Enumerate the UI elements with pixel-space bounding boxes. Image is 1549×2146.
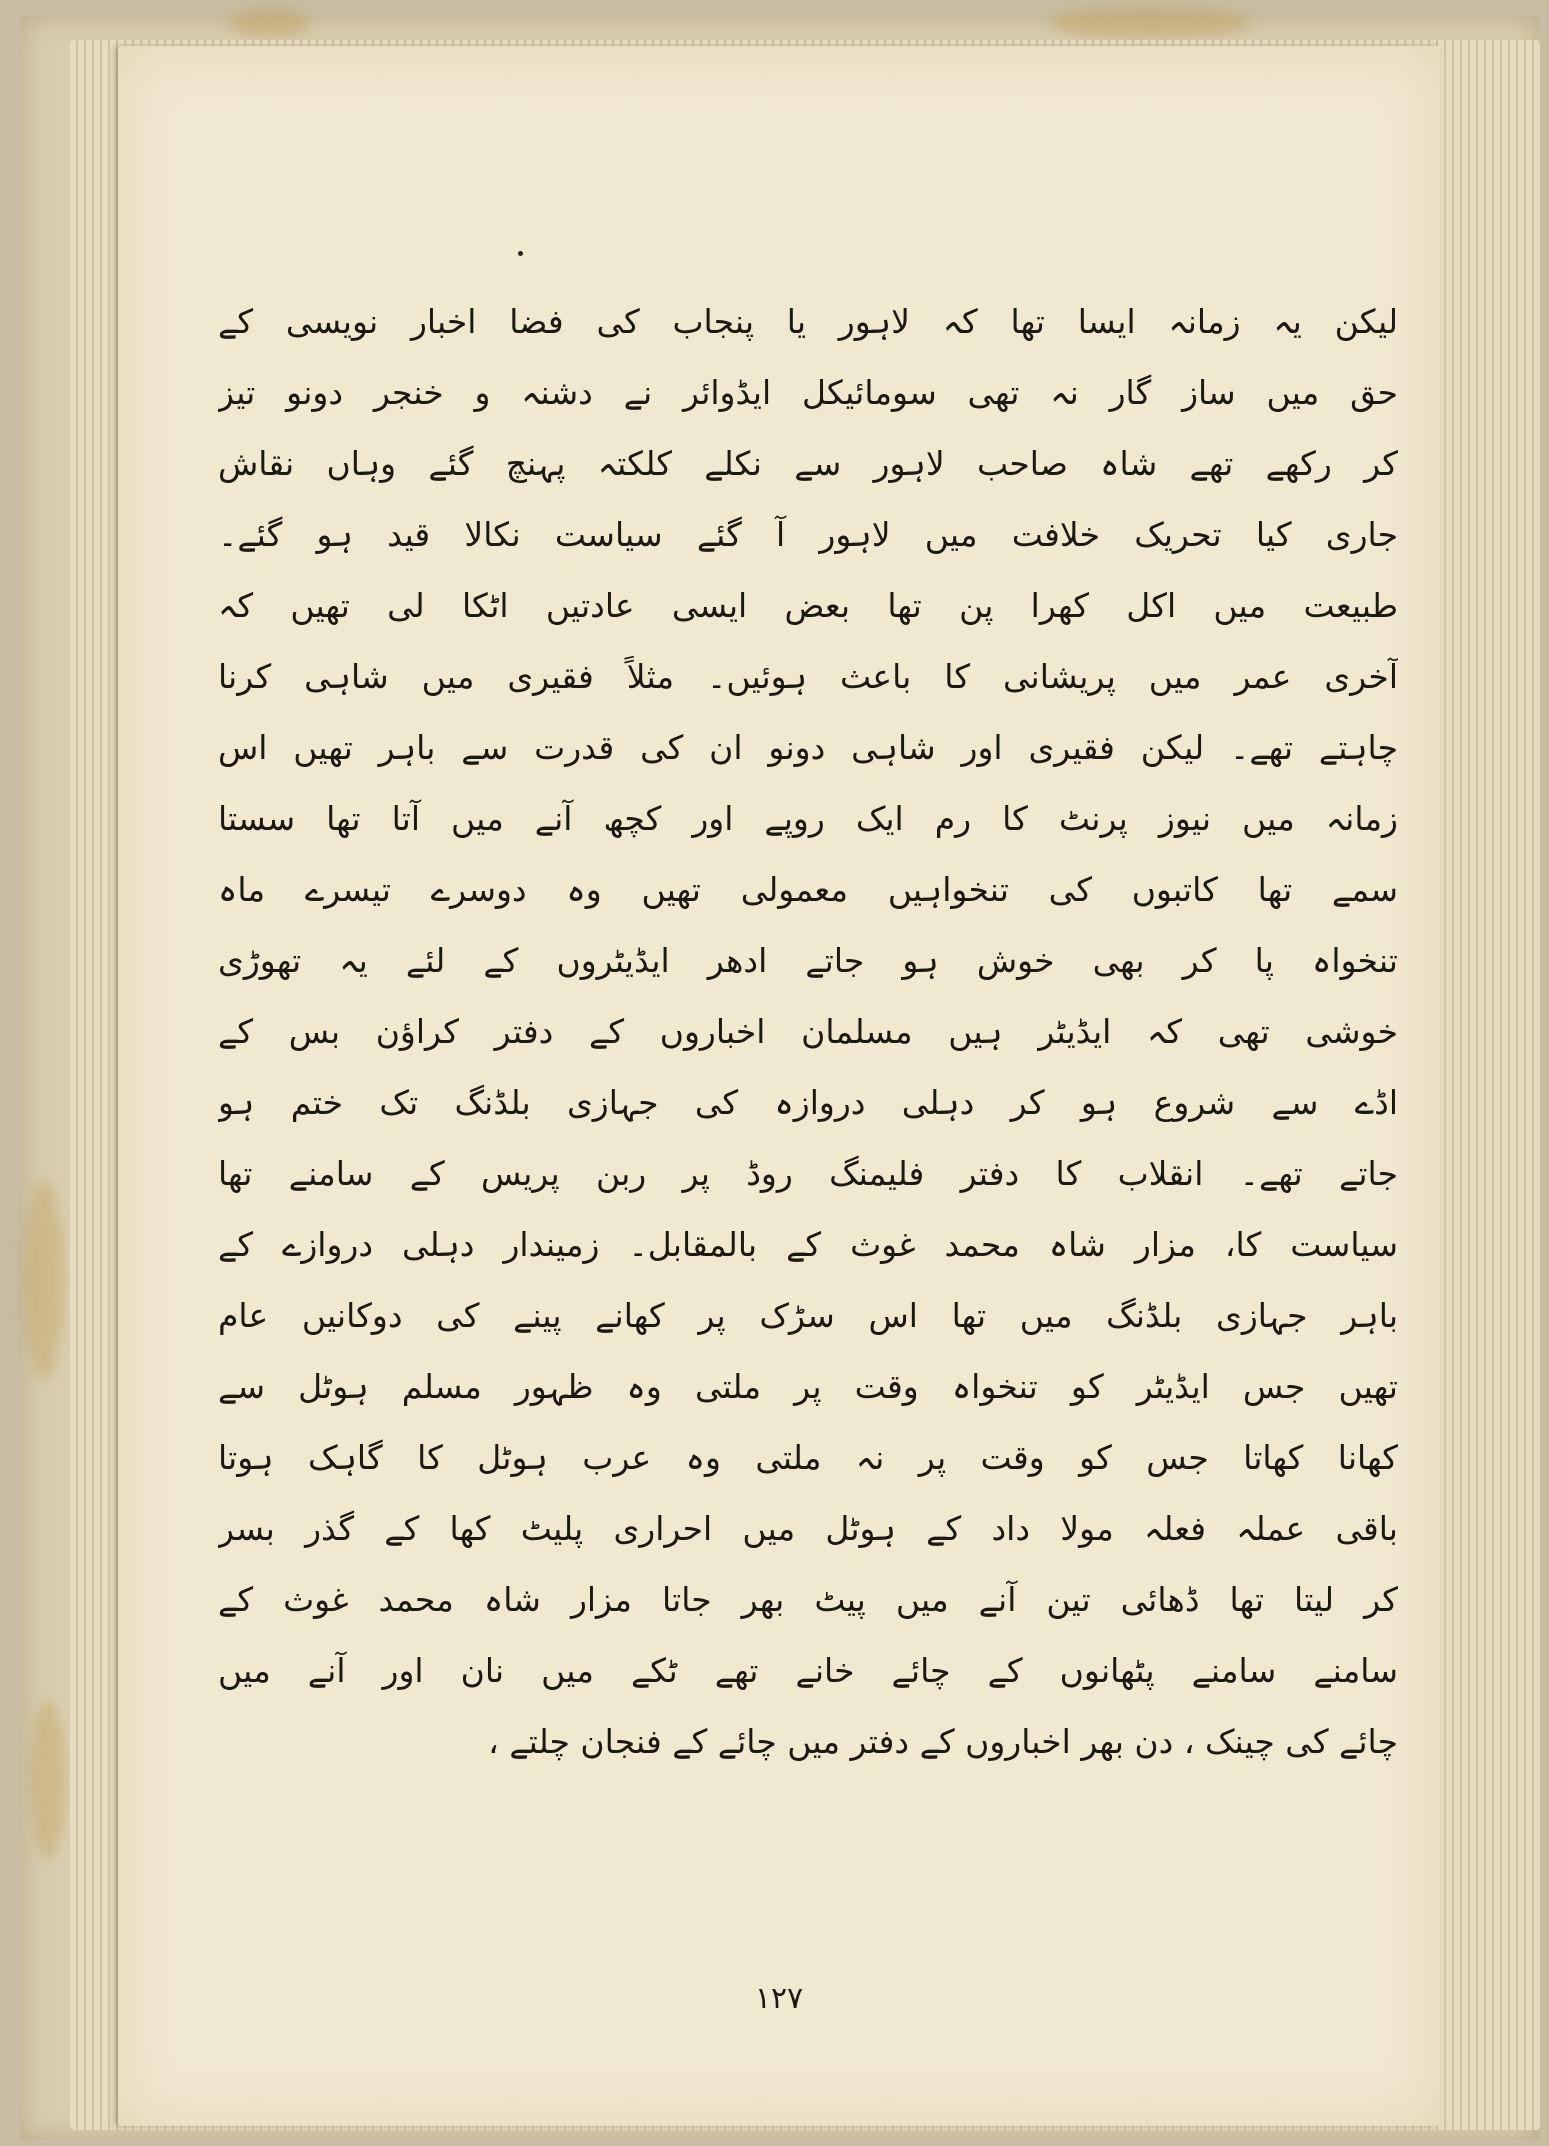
stain-bottom-left (30, 1700, 66, 1860)
text-line-12: اڈے سے شروع ہو کر دہلی دروازہ کی جہازی بلڈنگ تک ختم ہو (218, 1083, 1398, 1122)
ink-dot (518, 251, 523, 256)
stain-left (24, 1180, 64, 1380)
text-line-16: تھیں جس ایڈیٹر کو تنخواہ وقت پر ملتی وہ ظہور مسلم ہوٹل سے (218, 1367, 1398, 1406)
text-line-2: حق میں ساز گار نہ تھی سومائیکل ایڈوائر نے دشنہ و خنجر دونو تیز (218, 373, 1398, 412)
text-line-10: تنخواہ پا کر بھی خوش ہو جاتے ادھر ایڈیٹروں کے لئے یہ تھوڑی (218, 941, 1398, 980)
text-line-19: کر لیتا تھا ڈھائی تین آنے میں پیٹ بھر جاتا مزار شاہ محمد غوث کے (218, 1580, 1398, 1619)
stain-top (230, 8, 310, 38)
text-line-17: کھانا کھاتا جس کو وقت پر نہ ملتی وہ عرب ہوٹل کا گاہک ہوتا (218, 1438, 1398, 1477)
text-line-3: کر رکھے تھے شاہ صاحب لاہور سے نکلے کلکتہ پہنچ گئے وہاں نقاش (218, 444, 1398, 483)
text-line-15: باہر جہازی بلڈنگ میں تھا اس سڑک پر کھانے پینے کی دوکانیں عام (218, 1296, 1398, 1335)
text-line-1: لیکن یہ زمانہ ایسا تھا کہ لاہور یا پنجاب کی فضا اخبار نویسی کے (218, 302, 1398, 341)
text-line-7: چاہتے تھے۔ لیکن فقیری اور شاہی دونو ان کی قدرت سے باہر تھیں اس (218, 728, 1398, 767)
text-line-14: سیاست کا، مزار شاہ محمد غوث کے بالمقابل۔ زمیندار دہلی دروازے کے (218, 1225, 1398, 1264)
stain-top-right (1050, 6, 1250, 40)
text-line-20: سامنے سامنے پٹھانوں کے چائے خانے تھے ٹکے میں نان اور آنے میں (218, 1651, 1398, 1690)
text-line-8: زمانہ میں نیوز پرنٹ کا رم ایک روپے اور کچھ آنے میں آتا تھا سستا (218, 799, 1398, 838)
text-line-11: خوشی تھی کہ ایڈیٹر ہیں مسلمان اخباروں کے دفتر کراؤن بس کے (218, 1012, 1398, 1051)
page-number: ۱۲۷ (754, 1981, 804, 2016)
text-line-6: آخری عمر میں پریشانی کا باعث ہوئیں۔ مثلاً فقیری میں شاہی کرنا (218, 657, 1398, 696)
text-line-4: جاری کیا تحریک خلافت میں لاہور آ گئے سیاست نکالا قید ہو گئے۔ (218, 515, 1398, 554)
text-line-5: طبیعت میں اکل کھرا پن تھا بعض ایسی عادتیں اٹکا لی تھیں کہ (218, 586, 1398, 625)
text-line-13: جاتے تھے۔ انقلاب کا دفتر فلیمنگ روڈ پر ربن پریس کے سامنے تھا (218, 1154, 1398, 1193)
text-line-9: سمے تھا کاتبوں کی تنخواہیں معمولی تھیں وہ دوسرے تیسرے ماہ (218, 870, 1398, 909)
text-line-21: چائے کی چینک ، دن بھر اخباروں کے دفتر میں چائے کے فنجان چلتے ، (488, 1722, 1398, 1761)
text-line-18: باقی عملہ فعلہ مولا داد کے ہوٹل میں احراری پلیٹ کھا کے گذر بسر (218, 1509, 1398, 1548)
body-text (218, 286, 1398, 1777)
book-page (118, 46, 1440, 2126)
